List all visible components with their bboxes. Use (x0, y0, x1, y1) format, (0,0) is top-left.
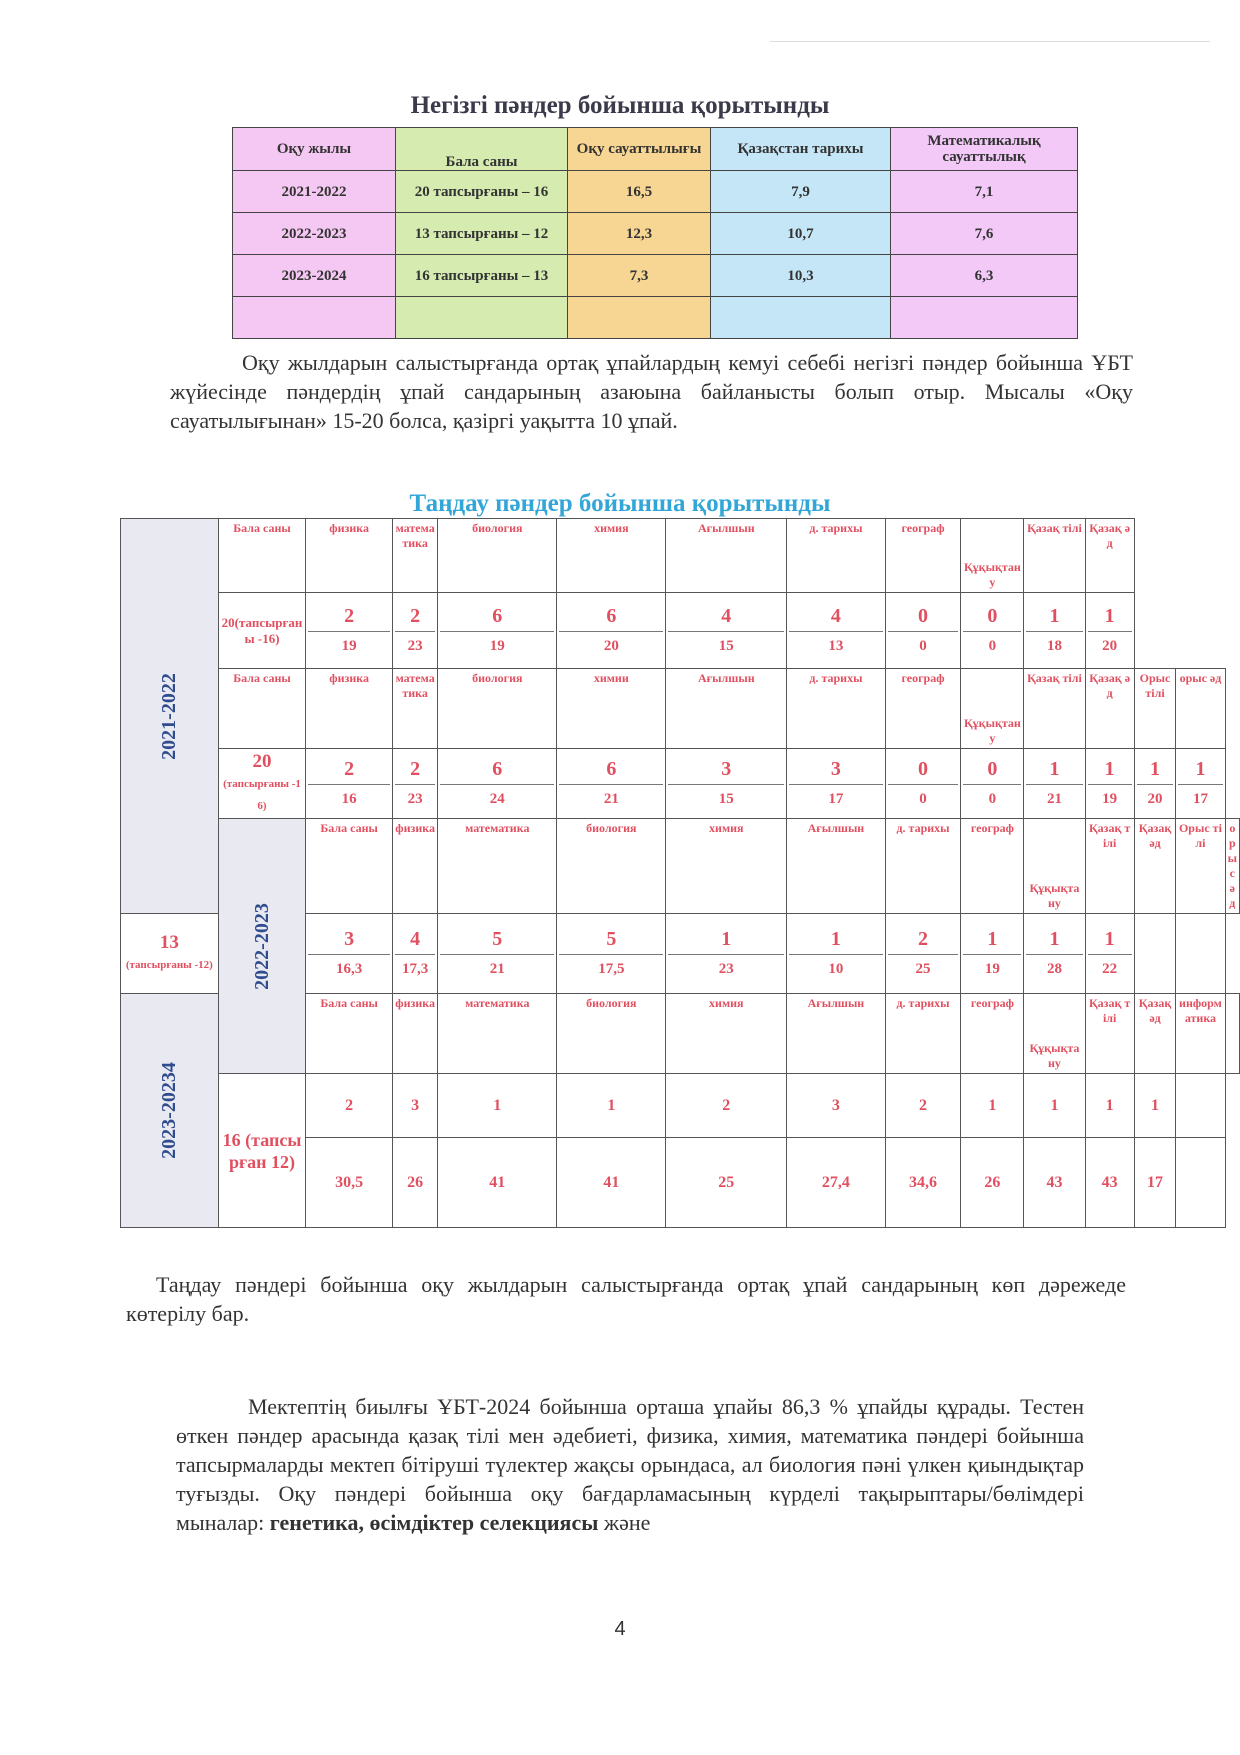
average-score: 0 (888, 631, 959, 657)
elective-table-title: Таңдау пәндер бойынша қорытынды (409, 490, 831, 517)
takers-count: 1 (438, 1074, 557, 1138)
takers-count: 1 21 (1024, 749, 1085, 819)
takers-count: 3 15 (666, 749, 787, 819)
main-table-title: Негізгі пәндер бойынша қорытынды (410, 92, 830, 119)
takers-count: 1 20 (1085, 593, 1134, 669)
average-score: 41 (557, 1138, 666, 1228)
subject-header: информатика (1176, 994, 1225, 1074)
takers-count: 2 (885, 1074, 961, 1138)
takers-count: 1 (557, 1074, 666, 1138)
average-score: 18 (1026, 631, 1082, 657)
takers-count: 6 24 (438, 749, 557, 819)
subject-header: географ (961, 819, 1024, 914)
average-score: 41 (438, 1138, 557, 1228)
average-score: 15 (668, 631, 784, 657)
student-count: 13 (тапсырғаны -12) (121, 914, 219, 994)
subject-header: Қазақ тілі (1024, 519, 1085, 593)
takers-count: 3 16,3 (306, 914, 393, 994)
subject-header: Құқықтану (1024, 994, 1085, 1074)
average-score: 0 (888, 784, 959, 810)
subject-header: Ағылшын (787, 994, 885, 1074)
row2-history: 10,7 (711, 213, 891, 255)
takers-count: 0 0 (961, 749, 1024, 819)
subject-header: Бала саны (218, 519, 306, 593)
average-score: 28 (1026, 954, 1082, 980)
row4-empty (233, 297, 396, 339)
takers-count: 3 (392, 1074, 437, 1138)
subject-header: физика (392, 994, 437, 1074)
subject-header: математика (392, 669, 437, 749)
subject-header: Бала саны (218, 669, 306, 749)
takers-count: 1 (1085, 1074, 1134, 1138)
header-count: Бала саны (396, 128, 568, 171)
average-score: 25 (666, 1138, 787, 1228)
row3-math: 6,3 (891, 255, 1078, 297)
year-label-2021: 2021-2022 (121, 519, 219, 914)
average-score: 17,5 (559, 954, 663, 980)
average-score: 20 (1088, 631, 1132, 657)
takers-count: 1 23 (666, 914, 787, 994)
subject-header: Бала саны (306, 994, 393, 1074)
row4-empty (711, 297, 891, 339)
subject-header: Қазақ тілі (1085, 819, 1134, 914)
subject-header: Ағылшын (666, 669, 787, 749)
row3-reading: 7,3 (568, 255, 711, 297)
subject-header: химии (557, 669, 666, 749)
subject-header: орыс әд (1176, 669, 1225, 749)
header-history: Қазақстан тарихы (711, 128, 891, 171)
year-label-2023: 2023-20234 (121, 994, 219, 1228)
subject-header: Қазақ әд (1085, 669, 1134, 749)
subject-header: биология (557, 819, 666, 914)
subject-header: географ (885, 519, 961, 593)
average-score: 19 (963, 954, 1021, 980)
takers-count: 0 0 (885, 749, 961, 819)
takers-count: 6 19 (438, 593, 557, 669)
takers-count: 1 19 (961, 914, 1024, 994)
subject-header: химия (666, 819, 787, 914)
average-score: 17,3 (395, 954, 435, 980)
takers-count: 4 13 (787, 593, 885, 669)
average-score: 16 (308, 784, 390, 810)
takers-count: 5 21 (438, 914, 557, 994)
subject-header: д. тарихы (885, 819, 961, 914)
average-score: 27,4 (787, 1138, 885, 1228)
takers-count: 1 18 (1024, 593, 1085, 669)
takers-count: 2 23 (392, 749, 437, 819)
subject-header: математика (438, 819, 557, 914)
average-score: 43 (1085, 1138, 1134, 1228)
average-score: 26 (392, 1138, 437, 1228)
row1-count: 20 тапсырғаны – 16 (396, 171, 568, 213)
takers-count: 1 (1134, 1074, 1175, 1138)
paragraph-elective: Таңдау пәндері бойынша оқу жылдарын салыстырғанда ортақ ұпай сандарының көп дәрежеде көтерілу бар. (126, 1272, 1126, 1326)
average-score: 23 (395, 631, 435, 657)
average-score: 20 (1137, 784, 1173, 810)
row4-empty (891, 297, 1078, 339)
average-score: 17 (789, 784, 882, 810)
average-score: 26 (961, 1138, 1024, 1228)
average-score: 17 (1134, 1138, 1175, 1228)
subject-header: географ (885, 669, 961, 749)
takers-count: 1 10 (787, 914, 885, 994)
paragraph-main-subjects: Оқу жылдарын салыстырғанда ортақ ұпайлардың кемуі себебі негізгі пәндер бойынша ҰБТ жүйесінде пәндердің ұпай сандарының азаюына байланысты болып отыр. Мысалы «Оқу сауатылығынан» 15-20 болса, қазіргі уақытта 10 ұпай. (170, 350, 1133, 433)
takers-count: 2 (306, 1074, 393, 1138)
subject-header: Құқықтану (1024, 819, 1085, 914)
subject-header: Қазақ әд (1085, 519, 1134, 593)
subject-header: Қазақ әд (1134, 819, 1175, 914)
row1-reading: 16,5 (568, 171, 711, 213)
row4-empty (396, 297, 568, 339)
takers-count: 1 (961, 1074, 1024, 1138)
average-score: 21 (559, 784, 663, 810)
average-score: 19 (308, 631, 390, 657)
average-score: 16,3 (308, 954, 390, 980)
average-score: 23 (668, 954, 784, 980)
subject-header: Қазақ тілі (1085, 994, 1134, 1074)
average-score: 21 (440, 954, 554, 980)
takers-count: 2 23 (392, 593, 437, 669)
row1-history: 7,9 (711, 171, 891, 213)
average-score: 13 (789, 631, 882, 657)
average-score: 22 (1088, 954, 1132, 980)
subject-header: Орыс тілі (1134, 669, 1175, 749)
subject-header: математика (392, 519, 437, 593)
subject-header: Құқықтану (961, 519, 1024, 593)
takers-count: 6 21 (557, 749, 666, 819)
subject-header: химия (557, 519, 666, 593)
row2-count: 13 тапсырғаны – 12 (396, 213, 568, 255)
subject-header: биология (557, 994, 666, 1074)
subject-header: орыс әд (1225, 819, 1239, 914)
average-score: 15 (668, 784, 784, 810)
takers-count: 4 17,3 (392, 914, 437, 994)
main-subjects-table (232, 127, 1078, 339)
subject-header: Құқықтану (961, 669, 1024, 749)
student-count: 20(тапсырғаны -16) (218, 593, 306, 669)
subject-header: Ағылшын (787, 819, 885, 914)
row4-empty (568, 297, 711, 339)
subject-header: д. тарихы (885, 994, 961, 1074)
takers-count: 2 19 (306, 593, 393, 669)
takers-count: 1 20 (1134, 749, 1175, 819)
takers-count: 6 20 (557, 593, 666, 669)
subject-header: Қазақ әд (1134, 994, 1175, 1074)
subject-header: физика (306, 519, 393, 593)
row2-year: 2022-2023 (233, 213, 396, 255)
average-score: 10 (789, 954, 882, 980)
average-score: 20 (559, 631, 663, 657)
average-score: 17 (1178, 784, 1222, 810)
header-reading: Оқу сауаттылығы (568, 128, 711, 171)
takers-count: 1 17 (1176, 749, 1225, 819)
bold-topics: генетика, өсімдіктер селекциясы (269, 1510, 599, 1535)
average-score: 30,5 (306, 1138, 393, 1228)
takers-count: 1 22 (1085, 914, 1134, 994)
average-score: 43 (1024, 1138, 1085, 1228)
subject-header: д. тарихы (787, 519, 885, 593)
row1-math: 7,1 (891, 171, 1078, 213)
row3-year: 2023-2024 (233, 255, 396, 297)
subject-header: физика (306, 669, 393, 749)
row2-reading: 12,3 (568, 213, 711, 255)
row2-math: 7,6 (891, 213, 1078, 255)
paragraph-ubt-results: Мектептің биылғы ҰБТ-2024 бойынша орташа ұпайы 86,3 % ұпайды құрады. Тестен өткен пәндер арасында қазақ тілі мен әдебиеті, физика, химия, математика пәндері бойынша тапсырмаларды мектеп бітіруші түлектер жақсы орындаса, ал биология пәні үлкен қиындықтар туғызды. Оқу пәндері бойынша оқу бағдарламасының күрделі тақырыптары/бөлімдері мыналар: генетика, өсімдіктер селекциясы және (176, 1394, 1084, 1535)
subject-header: биология (438, 669, 557, 749)
subject-header: Орыс тілі (1176, 819, 1225, 914)
average-score: 0 (963, 631, 1021, 657)
subject-header: математика (438, 994, 557, 1074)
average-score: 25 (888, 954, 959, 980)
year-label-2022: 2022-2023 (218, 819, 306, 1074)
header-math: Математикалық сауаттылық (891, 128, 1078, 171)
average-score: 19 (1088, 784, 1132, 810)
takers-count: 3 (787, 1074, 885, 1138)
average-score: 23 (395, 784, 435, 810)
subject-header: д. тарихы (787, 669, 885, 749)
takers-count: 5 17,5 (557, 914, 666, 994)
takers-count: 1 28 (1024, 914, 1085, 994)
average-score: 21 (1026, 784, 1082, 810)
subject-header: Ағылшын (666, 519, 787, 593)
subject-header: физика (392, 819, 437, 914)
takers-count: 3 17 (787, 749, 885, 819)
takers-count: 0 0 (885, 593, 961, 669)
student-count: 20 (тапсырғаны -16) (218, 749, 306, 819)
takers-count: 2 (666, 1074, 787, 1138)
row3-count: 16 тапсырғаны – 13 (396, 255, 568, 297)
row3-history: 10,3 (711, 255, 891, 297)
average-score: 0 (963, 784, 1021, 810)
takers-count: 1 19 (1085, 749, 1134, 819)
subject-header: химия (666, 994, 787, 1074)
takers-count: 1 (1024, 1074, 1085, 1138)
row1-year: 2021-2022 (233, 171, 396, 213)
subject-header: биология (438, 519, 557, 593)
subject-header: Қазақ тілі (1024, 669, 1085, 749)
takers-count: 4 15 (666, 593, 787, 669)
header-year: Оқу жылы (233, 128, 396, 171)
average-score: 24 (440, 784, 554, 810)
average-score: 34,6 (885, 1138, 961, 1228)
student-count: 16 (тапсырған 12) (218, 1074, 306, 1228)
scan-edge-line (770, 41, 1210, 42)
elective-subjects-table (120, 518, 1240, 1228)
page-number: 4 (614, 1618, 626, 1640)
subject-header: географ (961, 994, 1024, 1074)
takers-count: 0 0 (961, 593, 1024, 669)
subject-header: Бала саны (306, 819, 393, 914)
takers-count: 2 16 (306, 749, 393, 819)
average-score: 19 (440, 631, 554, 657)
takers-count: 2 25 (885, 914, 961, 994)
